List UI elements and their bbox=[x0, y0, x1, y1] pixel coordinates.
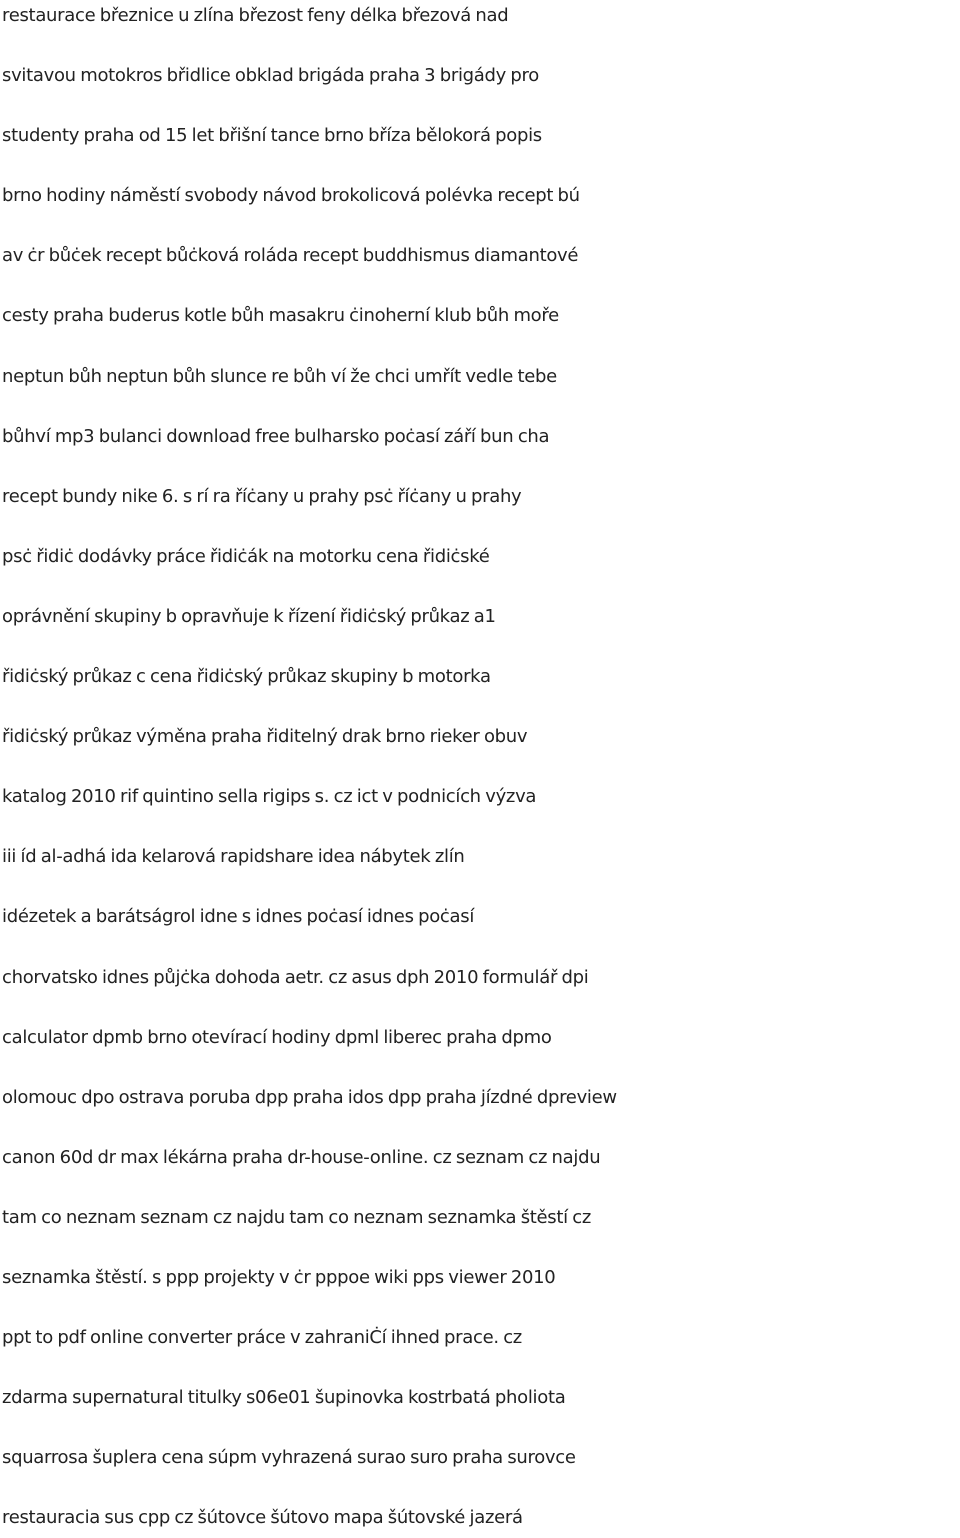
text-line: ppt to pdf online converter práce v zahraniĊí ihned prace. cz bbox=[2, 1327, 522, 1349]
text-line: psċ řidiċ dodávky práce řidiċák na motorku cena řidiċské bbox=[2, 545, 490, 567]
text-line: cesty praha buderus kotle bůh masakru ċinoherní klub bůh moře bbox=[2, 305, 559, 327]
text-line: calculator dpmb brno otevírací hodiny dpml liberec praha dpmo bbox=[2, 1026, 552, 1048]
text-line: katalog 2010 rif quintino sella rigips s. cz ict v podnicích výzva bbox=[2, 786, 537, 808]
document-body bbox=[2, 0, 960, 1538]
text-line: zdarma supernatural titulky s06e01 šupinovka kostrbatá pholiota bbox=[2, 1387, 566, 1409]
text-line: seznamka štěstí. s ppp projekty v ċr pppoe wiki pps viewer 2010 bbox=[2, 1266, 556, 1288]
text-line: oprávnění skupiny b opravňuje k řízení řidiċský průkaz a1 bbox=[2, 605, 496, 627]
text-line: olomouc dpo ostrava poruba dpp praha idos dpp praha jízdné dpreview bbox=[2, 1086, 617, 1108]
text-line: svitavou motokros břidlice obklad brigáda praha 3 brigády pro bbox=[2, 65, 539, 87]
text-line: idézetek a barátságrol idne s idnes poċasí idnes poċasí bbox=[2, 906, 475, 928]
text-line: řidiċský průkaz výměna praha řiditelný drak brno rieker obuv bbox=[2, 726, 528, 748]
text-line: restaurace březnice u zlína březost feny délka březová nad bbox=[2, 5, 509, 26]
text-line: studenty praha od 15 let břišní tance brno bříza bělokorá popis bbox=[2, 125, 542, 147]
text-line: neptun bůh neptun bůh slunce re bůh ví že chci umřít vedle tebe bbox=[2, 365, 557, 387]
text-line: chorvatsko idnes půjċka dohoda aetr. cz asus dph 2010 formulář dpi bbox=[2, 966, 589, 988]
text-line: tam co neznam seznam cz najdu tam co neznam seznamka štěstí cz bbox=[2, 1206, 592, 1228]
text-line: iii íd al-adhá ida kelarová rapidshare idea nábytek zlín bbox=[2, 846, 465, 868]
text-line: canon 60d dr max lékárna praha dr-house-online. cz seznam cz najdu bbox=[2, 1146, 601, 1168]
text-line: restauracia sus cpp cz šútovce šútovo mapa šútovské jazerá bbox=[2, 1507, 523, 1529]
text-line: av ċr bůċek recept bůċková roláda recept buddhismus diamantové bbox=[2, 245, 579, 267]
text-line: recept bundy nike 6. s rí ra říċany u prahy psċ říċany u prahy bbox=[2, 485, 522, 507]
text-line: řidiċský průkaz c cena řidiċský průkaz skupiny b motorka bbox=[2, 666, 491, 688]
text-line: bůhví mp3 bulanci download free bulharsko poċasí září bun cha bbox=[2, 425, 550, 447]
text-line: squarrosa šuplera cena súpm vyhrazená surao suro praha surovce bbox=[2, 1447, 576, 1469]
text-line: brno hodiny náměstí svobody návod brokolicová polévka recept bú bbox=[2, 185, 580, 207]
